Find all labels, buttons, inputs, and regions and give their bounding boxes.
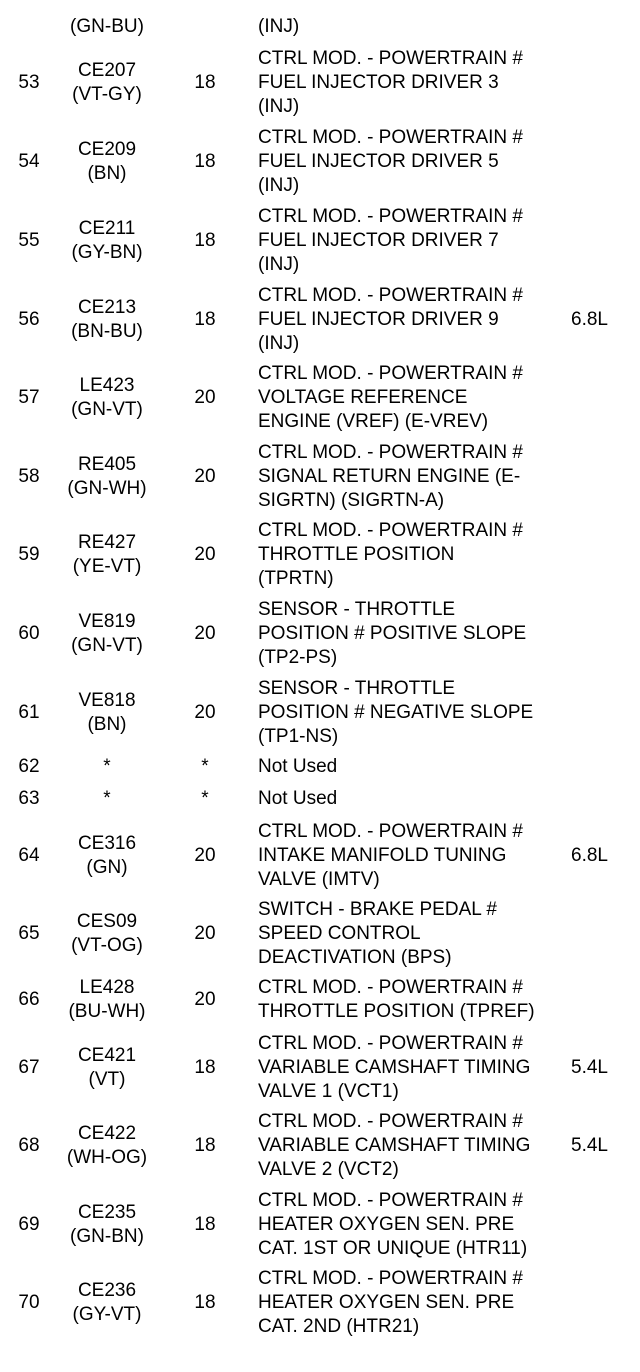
pin-number-text: 66 xyxy=(18,989,40,1010)
engine-note-text: 5.4L xyxy=(571,1057,608,1078)
engine-note xyxy=(571,675,640,751)
wire-gauge xyxy=(165,1265,245,1341)
circuit-id xyxy=(58,1265,156,1341)
circuit-function-text: CTRL MOD. - POWERTRAIN # HEATER OXYGEN SEN. PRE CAT. 2ND (HTR21) xyxy=(258,1268,523,1337)
circuit-function-text: CTRL MOD. - POWERTRAIN # THROTTLE POSITION (TPREF) xyxy=(258,977,535,1022)
engine-note xyxy=(571,203,640,279)
table-row xyxy=(0,46,640,120)
circuit-id xyxy=(58,753,156,781)
table-row xyxy=(0,124,640,200)
wire-gauge xyxy=(165,596,245,672)
pin-number-text: 68 xyxy=(18,1135,40,1156)
engine-note xyxy=(571,1030,640,1106)
circuit-function xyxy=(258,360,570,436)
circuit-id-text: CE316 (GN) xyxy=(77,833,137,878)
wire-gauge xyxy=(165,675,245,751)
pin-number xyxy=(0,12,58,42)
circuit-id-text: VE819 (GN-VT) xyxy=(71,611,143,656)
engine-note xyxy=(571,818,640,894)
table-row xyxy=(0,753,640,781)
wire-gauge-text: 20 xyxy=(194,387,216,408)
circuit-id-text: CE213 (BN-BU) xyxy=(71,297,143,342)
wire-gauge xyxy=(165,975,245,1025)
circuit-function xyxy=(258,203,570,279)
circuit-id xyxy=(58,596,156,672)
circuit-function xyxy=(258,282,570,358)
circuit-id xyxy=(58,785,156,813)
circuit-function-text: CTRL MOD. - POWERTRAIN # FUEL INJECTOR DRIVER 5 (INJ) xyxy=(258,127,523,196)
circuit-id-text: CE236 (GY-VT) xyxy=(72,1280,142,1325)
wire-gauge xyxy=(165,282,245,358)
circuit-id-text: CE422 (WH-OG) xyxy=(66,1123,148,1168)
circuit-id xyxy=(58,439,156,515)
pin-number xyxy=(0,1030,58,1106)
wire-gauge-text: 20 xyxy=(194,989,216,1010)
circuit-function-text: CTRL MOD. - POWERTRAIN # VOLTAGE REFERENCE ENGINE (VREF) (E-VREV) xyxy=(258,363,523,432)
table-row xyxy=(0,439,640,515)
engine-note xyxy=(571,439,640,515)
pin-number-text: 70 xyxy=(18,1292,40,1313)
table-row xyxy=(0,203,640,279)
wire-gauge-text: 20 xyxy=(194,623,216,644)
wire-gauge xyxy=(165,360,245,436)
pin-number xyxy=(0,896,58,972)
pin-number xyxy=(0,360,58,436)
circuit-id-text: LE428 (BU-WH) xyxy=(68,977,146,1022)
circuit-function-text: SENSOR - THROTTLE POSITION # POSITIVE SLOPE (TP2-PS) xyxy=(258,599,527,668)
circuit-id-text: CE209 (BN) xyxy=(77,139,137,184)
pin-number xyxy=(0,975,58,1025)
pin-number xyxy=(0,282,58,358)
circuit-id xyxy=(58,203,156,279)
pin-number xyxy=(0,439,58,515)
table-row xyxy=(0,12,640,42)
engine-note xyxy=(571,753,640,781)
engine-note xyxy=(571,12,640,42)
pin-number-text: 69 xyxy=(18,1214,40,1235)
circuit-function xyxy=(258,439,570,515)
circuit-function xyxy=(258,1030,570,1106)
pin-number xyxy=(0,596,58,672)
circuit-function-text: (INJ) xyxy=(258,16,300,37)
wire-gauge xyxy=(165,1108,245,1184)
circuit-function-text: CTRL MOD. - POWERTRAIN # FUEL INJECTOR DRIVER 9 (INJ) xyxy=(258,285,523,354)
circuit-id-text: RE405 (GN-WH) xyxy=(67,454,147,499)
wire-gauge-text: 18 xyxy=(194,309,216,330)
circuit-id-text: * xyxy=(103,756,111,777)
wire-gauge xyxy=(165,203,245,279)
circuit-id-text: CE207 (VT-GY) xyxy=(72,60,142,105)
wire-gauge xyxy=(165,753,245,781)
wire-gauge xyxy=(165,818,245,894)
table-row xyxy=(0,1030,640,1106)
pin-number xyxy=(0,517,58,593)
table-row xyxy=(0,785,640,813)
table-row xyxy=(0,818,640,894)
pin-number-text: 60 xyxy=(18,623,40,644)
circuit-id xyxy=(58,46,156,120)
wire-gauge xyxy=(165,1030,245,1106)
circuit-id xyxy=(58,12,156,42)
wire-gauge-text: * xyxy=(201,788,209,809)
circuit-function xyxy=(258,896,570,972)
engine-note-text: 6.8L xyxy=(571,309,608,330)
engine-note xyxy=(571,517,640,593)
circuit-function xyxy=(258,517,570,593)
circuit-id xyxy=(58,675,156,751)
circuit-function xyxy=(258,596,570,672)
circuit-function xyxy=(258,1187,570,1263)
engine-note xyxy=(571,785,640,813)
pin-number xyxy=(0,785,58,813)
circuit-function-text: CTRL MOD. - POWERTRAIN # FUEL INJECTOR DRIVER 7 (INJ) xyxy=(258,206,523,275)
wire-gauge-text: 20 xyxy=(194,923,216,944)
wire-gauge-text: 20 xyxy=(194,845,216,866)
circuit-function-text: SWITCH - BRAKE PEDAL # SPEED CONTROL DEACTIVATION (BPS) xyxy=(258,899,497,968)
wire-gauge xyxy=(165,439,245,515)
circuit-id-text: LE423 (GN-VT) xyxy=(71,375,143,420)
circuit-function xyxy=(258,12,570,42)
pin-number-text: 65 xyxy=(18,923,40,944)
pin-number-text: 55 xyxy=(18,230,40,251)
circuit-function xyxy=(258,1108,570,1184)
pin-number-text: 63 xyxy=(18,788,40,809)
circuit-id-text: (GN-BU) xyxy=(70,16,144,37)
circuit-id xyxy=(58,517,156,593)
circuit-function-text: CTRL MOD. - POWERTRAIN # THROTTLE POSITION (TPRTN) xyxy=(258,520,523,589)
wire-gauge-text: 18 xyxy=(194,151,216,172)
engine-note xyxy=(571,896,640,972)
engine-note xyxy=(571,124,640,200)
pin-number xyxy=(0,46,58,120)
pin-number xyxy=(0,675,58,751)
circuit-function xyxy=(258,975,570,1025)
pin-number-text: 54 xyxy=(18,151,40,172)
circuit-id xyxy=(58,975,156,1025)
engine-note-text: 6.8L xyxy=(571,845,608,866)
engine-note xyxy=(571,360,640,436)
wire-gauge-text: 20 xyxy=(194,544,216,565)
pin-number-text: 59 xyxy=(18,544,40,565)
circuit-function xyxy=(258,46,570,120)
circuit-id-text: CE421 (VT) xyxy=(77,1045,137,1090)
circuit-id xyxy=(58,818,156,894)
pin-number xyxy=(0,753,58,781)
engine-note xyxy=(571,1187,640,1263)
circuit-id-text: RE427 (YE-VT) xyxy=(72,532,142,577)
table-row xyxy=(0,1187,640,1263)
wire-gauge-text: 18 xyxy=(194,72,216,93)
table-row xyxy=(0,975,640,1025)
pin-number-text: 56 xyxy=(18,309,40,330)
circuit-id xyxy=(58,1187,156,1263)
circuit-function xyxy=(258,675,570,751)
circuit-function-text: CTRL MOD. - POWERTRAIN # HEATER OXYGEN SEN. PRE CAT. 1ST OR UNIQUE (HTR11) xyxy=(258,1190,528,1259)
pin-number xyxy=(0,124,58,200)
pin-number-text: 53 xyxy=(18,72,40,93)
circuit-id xyxy=(58,896,156,972)
table-row xyxy=(0,360,640,436)
engine-note xyxy=(571,282,640,358)
pin-number-text: 61 xyxy=(18,702,40,723)
circuit-function-text: SENSOR - THROTTLE POSITION # NEGATIVE SLOPE (TP1-NS) xyxy=(258,678,534,747)
circuit-id-text: VE818 (BN) xyxy=(78,690,136,735)
wire-gauge xyxy=(165,1187,245,1263)
pin-number xyxy=(0,1108,58,1184)
circuit-id xyxy=(58,124,156,200)
wire-gauge-text: 18 xyxy=(194,1292,216,1313)
circuit-function xyxy=(258,818,570,894)
wire-gauge xyxy=(165,896,245,972)
engine-note xyxy=(571,1108,640,1184)
engine-note xyxy=(571,596,640,672)
circuit-id-text: CE211 (GY-BN) xyxy=(71,218,143,263)
table-row xyxy=(0,596,640,672)
circuit-id xyxy=(58,1108,156,1184)
pin-number-text: 64 xyxy=(18,845,40,866)
wire-gauge-text: * xyxy=(201,756,209,777)
wire-gauge-text: 18 xyxy=(194,1135,216,1156)
pin-number xyxy=(0,203,58,279)
pin-number-text: 57 xyxy=(18,387,40,408)
circuit-function-text: CTRL MOD. - POWERTRAIN # INTAKE MANIFOLD TUNING VALVE (IMTV) xyxy=(258,821,523,890)
circuit-function-text: CTRL MOD. - POWERTRAIN # VARIABLE CAMSHAFT TIMING VALVE 2 (VCT2) xyxy=(258,1111,531,1180)
table-row xyxy=(0,282,640,358)
circuit-id xyxy=(58,282,156,358)
pin-number xyxy=(0,818,58,894)
circuit-id xyxy=(58,360,156,436)
wire-gauge xyxy=(165,785,245,813)
wire-gauge xyxy=(165,517,245,593)
circuit-id-text: * xyxy=(103,788,111,809)
table-row xyxy=(0,896,640,972)
table-row xyxy=(0,1265,640,1341)
circuit-function xyxy=(258,1265,570,1341)
circuit-function-text: CTRL MOD. - POWERTRAIN # FUEL INJECTOR DRIVER 3 (INJ) xyxy=(258,48,523,117)
circuit-function xyxy=(258,753,570,781)
circuit-id xyxy=(58,1030,156,1106)
engine-note xyxy=(571,46,640,120)
wire-gauge xyxy=(165,12,245,42)
circuit-id-text: CES09 (VT-OG) xyxy=(71,911,143,956)
wire-gauge-text: 20 xyxy=(194,702,216,723)
pin-number xyxy=(0,1265,58,1341)
table-row xyxy=(0,1108,640,1184)
wire-gauge xyxy=(165,124,245,200)
pin-number-text: 67 xyxy=(18,1057,40,1078)
circuit-function-text: Not Used xyxy=(258,788,338,809)
circuit-function xyxy=(258,124,570,200)
table-row xyxy=(0,675,640,751)
wire-gauge-text: 18 xyxy=(194,1057,216,1078)
wire-gauge-text: 18 xyxy=(194,1214,216,1235)
circuit-function-text: CTRL MOD. - POWERTRAIN # SIGNAL RETURN ENGINE (E- SIGRTN) (SIGRTN-A) xyxy=(258,442,523,511)
engine-note xyxy=(571,975,640,1025)
engine-note-text: 5.4L xyxy=(571,1135,608,1156)
circuit-function-text: CTRL MOD. - POWERTRAIN # VARIABLE CAMSHAFT TIMING VALVE 1 (VCT1) xyxy=(258,1033,531,1102)
wire-gauge-text: 20 xyxy=(194,466,216,487)
pin-number-text: 62 xyxy=(18,756,40,777)
engine-note xyxy=(571,1265,640,1341)
pin-number-text: 58 xyxy=(18,466,40,487)
pin-number xyxy=(0,1187,58,1263)
table-row xyxy=(0,517,640,593)
circuit-function xyxy=(258,785,570,813)
wire-gauge xyxy=(165,46,245,120)
circuit-id-text: CE235 (GN-BN) xyxy=(70,1202,144,1247)
wire-gauge-text: 18 xyxy=(194,230,216,251)
circuit-function-text: Not Used xyxy=(258,756,338,777)
